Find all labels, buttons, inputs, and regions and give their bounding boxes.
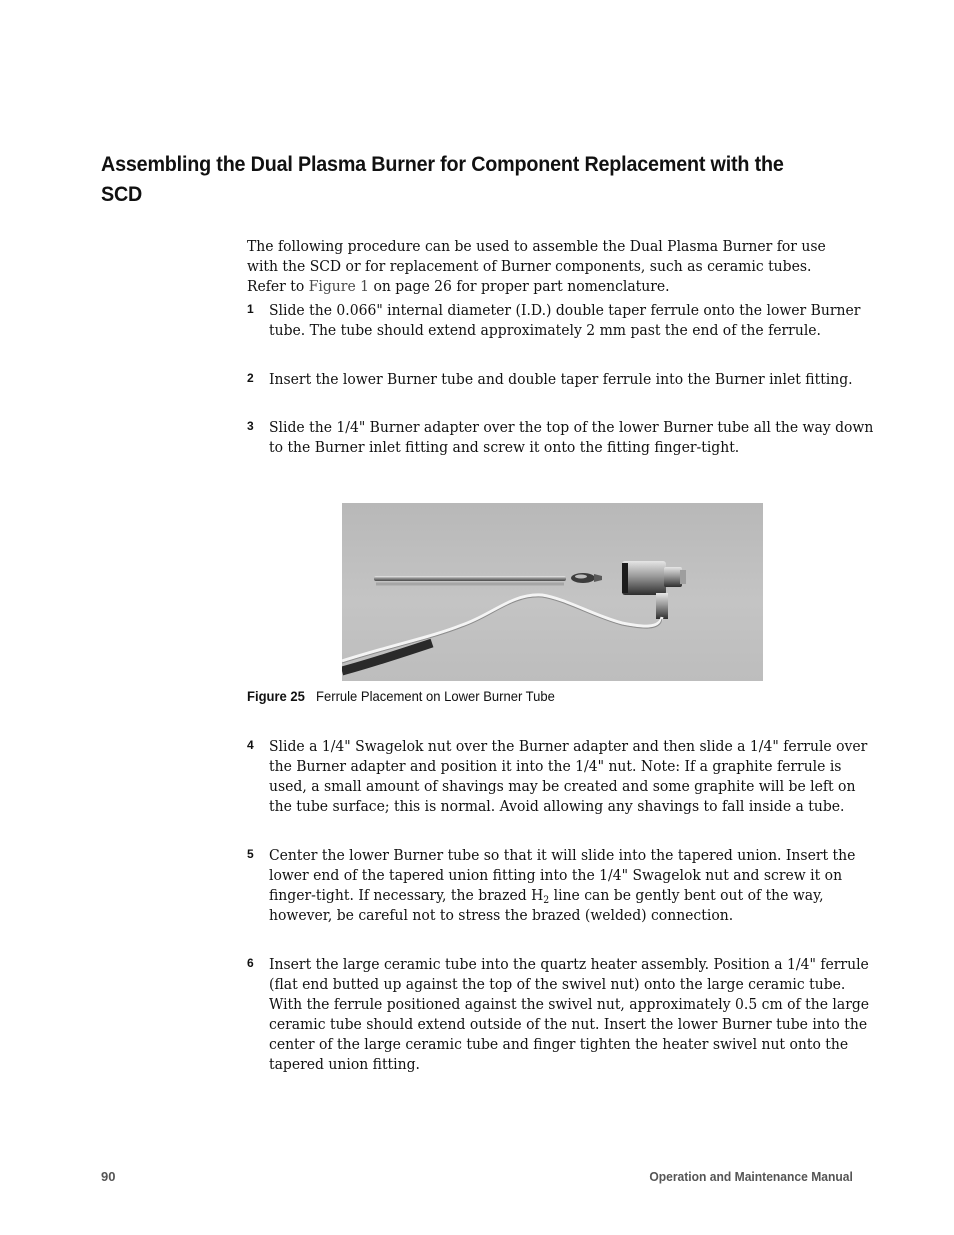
step-text: Insert the lower Burner tube and double taper ferrule into the Burner inlet fitting. (269, 370, 853, 388)
step-text: Slide the 1/4" Burner adapter over the top of the lower Burner tube all the way down to the Burner inlet fitting and screw it onto the fitting finger-tight. (269, 418, 874, 456)
section-heading: Assembling the Dual Plasma Burner for Component Replacement with the SCD (101, 153, 784, 206)
step-text: Slide a 1/4" Swagelok nut over the Burner adapter and then slide a 1/4" ferrule over the Burner adapter and position it into the 1/4" nut. Note: If a graphite ferrule is used, a small amount of shavings may be created and some graphite will be left on the tube surface; this is normal. Avoid allowing any shavings to fall inside a tube. (269, 737, 868, 815)
step-number: 2 (247, 371, 254, 385)
step-number: 1 (247, 302, 254, 316)
figure-title: Ferrule Placement on Lower Burner Tube (316, 688, 555, 704)
step-number: 3 (247, 419, 254, 433)
step-text: Slide the 0.066" internal diameter (I.D.) double taper ferrule onto the lower Burner tube. The tube should extend approximately 2 mm past the end of the ferrule. (269, 301, 861, 339)
page-number: 90 (101, 1169, 116, 1184)
step-text-part-1: Center the lower Burner tube so that it will slide into the tapered union. Insert the lower end of the tapered union fitting into the 1/4" Swagelok nut and screw it on finger-tight. If necessary, the brazed H (269, 846, 856, 904)
step-text-part-2: line can be gently bent out of the way, however, be careful not to stress the brazed (welded) connection. (269, 886, 824, 924)
intro-text-end: on page 26 for proper part nomenclature. (369, 277, 670, 295)
intro-text-start: The following procedure can be used to assemble the Dual Plasma Burner for use with the SCD or for replacement of Burner components, such as ceramic tubes. Refer to (247, 237, 826, 295)
step-number: 5 (247, 847, 254, 861)
step-number: 6 (247, 956, 254, 970)
figure-1-link[interactable]: Figure 1 (308, 277, 370, 295)
manual-title: Operation and Maintenance Manual (649, 1169, 853, 1184)
intro-paragraph (247, 236, 850, 296)
step-text: Insert the large ceramic tube into the quartz heater assembly. Position a 1/4" ferrule (flat end butted up against the top of the swivel nut) onto the large ceramic tube. With the ferrule positioned against the swivel nut, approximately 0.5 cm of the large ceramic tube should extend outside of the nut. Insert the lower Burner tube into the center of the large ceramic tube and finger tighten the heater swivel nut onto the tapered union fitting. (269, 955, 870, 1073)
subscript-2: 2 (543, 895, 550, 906)
step-number: 4 (247, 738, 254, 752)
figure-number: Figure 25 (247, 688, 305, 704)
burner-tube-photo-drawing (342, 503, 763, 681)
figure-caption (247, 688, 555, 704)
ferrule-placement-photo (342, 503, 763, 681)
step-text (269, 845, 874, 925)
